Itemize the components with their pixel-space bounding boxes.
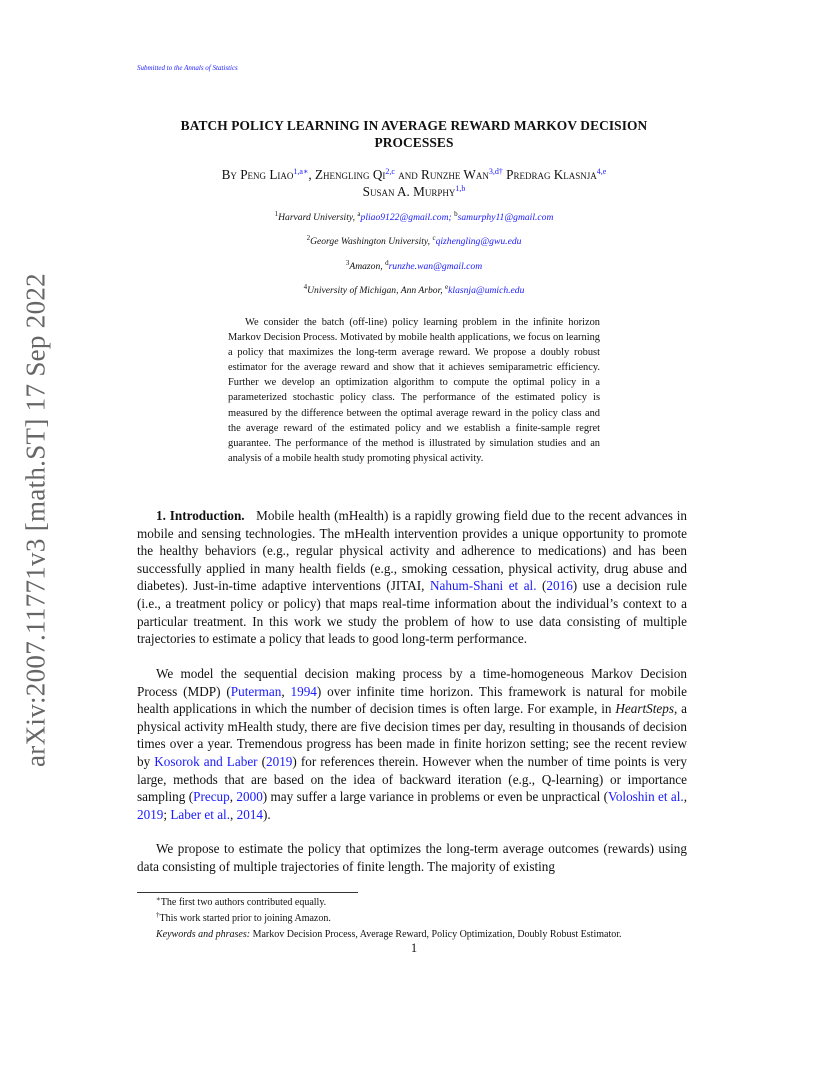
author-name: Predrag Klasnja (506, 167, 597, 182)
citation-link[interactable]: Precup (193, 789, 230, 805)
keywords-text: Markov Decision Process, Average Reward, Policy Optimization, Doubly Robust Estimator. (250, 929, 622, 940)
intro-paragraph-1: 1. Introduction. Mobile health (mHealth) is a rapidly growing field due to the recent advances in mobile and sensing technologies. The mHealth intervention provides a unique opportunity to promote the healthy behaviors (e.g., regular physical activity and adherence to medications) and has been successfully applied in many health fields (e.g., smoking cessation, physical activity, drug abuse and diabetes). Just-in-time adaptive interventions (JITAI, Nahum-Shani et al. (2016) use a decision rule (i.e., a treatment policy or policy) that maps real-time information about the individual’s context to a particular treatment. In this work we study the problem of how to use data consisting of multiple trajectories to estimate a policy that leads to good long-term performance. (137, 508, 687, 647)
email-sup: b (454, 210, 458, 218)
text-run: ) over infinite time horizon. This framework is natural for mobile health applications in which the number of decision times is often large. For example, in (137, 683, 687, 717)
affil-num: 4 (303, 283, 308, 291)
author-sup[interactable]: 1,b (455, 184, 466, 193)
affil-num: 1 (274, 210, 279, 218)
citation-year-link[interactable]: 2016 (546, 578, 573, 594)
footnote-text: This work started prior to joining Amazon. (159, 913, 331, 924)
title-line-2: PROCESSES (374, 135, 454, 150)
footnote-2 (137, 912, 687, 926)
author-line-1 (137, 166, 691, 183)
footnote-1 (137, 896, 687, 910)
study-name: HeartSteps (615, 701, 674, 717)
arxiv-stamp-text: arXiv:2007.11771v3 [math.ST] 17 Sep 2022 (20, 273, 51, 767)
email-sep: ; (448, 212, 455, 223)
citation-link[interactable]: Voloshin et al. (608, 789, 684, 805)
author-name: Susan A. Murphy (362, 184, 456, 199)
affiliation-4 (137, 285, 691, 296)
citation-year-link[interactable]: 2000 (236, 789, 263, 805)
email-sup: d (385, 259, 389, 267)
citation-link[interactable]: Kosorok and Laber (154, 753, 258, 769)
text-run: Mobile health (mHealth) is a rapidly growing field due to the recent advances in mobile and sensing technologies. The mHealth intervention provides a unique opportunity to promote the healthy behaviors (e.g., regular physical activity and adherence to medications) and has been successfully applied in many health fields (e.g., smoking cessation, physical activity, drug abuse and diabetes). Just-in-time adaptive interventions (JITAI, (137, 508, 687, 594)
citation-link[interactable]: Laber et al. (170, 806, 231, 822)
text-run: We model the sequential decision making process by a time-homogeneous Markov Decision Process (MDP) ( (137, 666, 687, 699)
author-sup[interactable]: 3,d† (488, 167, 503, 176)
email-link[interactable]: runzhe.wan@gmail.com (388, 261, 483, 272)
author-name: Runzhe Wan (421, 167, 489, 182)
affil-text: Amazon, (349, 261, 386, 272)
author-line-2 (137, 183, 691, 200)
citation-year-link[interactable]: 2019 (137, 806, 164, 822)
text-run: ) use a decision rule (i.e., a treatment policy or policy) that maps real-time information about the individual’s context to a particular treatment. In this work we study the problem of how to use data consisting of multiple trajectories to estimate a policy that leads to good long-term performance. (137, 578, 687, 647)
email-link[interactable]: pliao9122@gmail.com (360, 212, 449, 223)
page-number: 1 (410, 941, 418, 955)
footnote-divider (137, 892, 358, 893)
email-link[interactable]: samurphy11@gmail.com (457, 212, 554, 223)
text-run: ). (263, 806, 271, 822)
footnote-mark: † (156, 911, 160, 919)
keywords-label: Keywords and phrases: (156, 929, 251, 940)
email-sup: e (445, 283, 449, 291)
intro-paragraph-3: We propose to estimate the policy that optimizes the long-term average outcomes (rewards) using data consisting of multiple trajectories of finite length. The majority of existing (137, 841, 687, 874)
author-sup[interactable]: 1,a∗ (293, 167, 309, 176)
author-sup[interactable]: 4,e (596, 167, 607, 176)
email-sup: c (432, 234, 436, 242)
affiliation-3 (137, 261, 691, 272)
affil-text: George Washington University, (310, 236, 433, 247)
citation-link[interactable]: Puterman (230, 683, 282, 699)
citation-link[interactable]: Nahum-Shani et al. (429, 578, 537, 594)
footnote-text: The first two authors contributed equally. (160, 897, 327, 908)
author-list (137, 166, 691, 200)
email-sup: a (357, 210, 361, 218)
affiliation-1 (137, 212, 691, 223)
citation-year-link[interactable]: 2014 (236, 806, 263, 822)
text-run: ) may suffer a large variance in problems or even be unpractical ( (262, 789, 608, 805)
section-heading: 1. Introduction. (156, 508, 245, 523)
author-name: Zhengling Qi (315, 167, 386, 182)
footnote-mark: ∗ (156, 895, 161, 903)
text-run: ) for references therein. However when the number of time points is very large, methods that are based on the idea of backward iteration (e.g., Q-learning) or importance sampling ( (137, 753, 688, 805)
affil-text: Harvard University, (278, 212, 358, 223)
email-link[interactable]: qizhengling@gwu.edu (435, 236, 522, 247)
citation-year-link[interactable]: 1994 (290, 683, 317, 699)
citation-year-link[interactable]: 2019 (266, 753, 293, 769)
title-line-1: BATCH POLICY LEARNING IN AVERAGE REWARD MARKOV DECISION (180, 118, 648, 133)
affil-text: University of Michigan, Ann Arbor, (307, 285, 446, 296)
journal-header-note: Submitted to the Annals of Statistics (137, 64, 238, 72)
abstract: We consider the batch (off-line) policy learning problem in the infinite horizon Markov Decision Process. Motivated by mobile health applications, we focus on learning a policy that maximizes the long-term average reward. We propose a doubly robust estimator for the average reward and show that it achieves semiparametric efficiency. Further we develop an optimization algorithm to compute the optimal policy in a parameterized stochastic policy class. The performance of the estimated policy is measured by the difference between the optimal average reward in the policy class and the average reward of the estimated policy and we establish a finite-sample regret guarantee. The performance of the method is illustrated by simulation studies and an analysis of a mobile health study promoting physical activity. (228, 317, 600, 464)
author-and: and (394, 167, 422, 182)
affil-num: 3 (345, 259, 350, 267)
author-sup[interactable]: 2,c (385, 167, 395, 176)
by-label: By (221, 167, 241, 182)
text-run: , a physical activity mHealth study, there are five decision times per day, resulting in thousands of decision times over a year. Tremendous progress has been made in finite horizon setting; see the recent review by (137, 701, 687, 769)
email-link[interactable]: klasnja@umich.edu (448, 285, 525, 296)
affiliation-2 (137, 236, 691, 247)
paper-title (137, 117, 691, 151)
keywords-footnote (137, 928, 687, 942)
author-name: Peng Liao (240, 167, 294, 182)
author-sep: , (308, 167, 315, 182)
intro-paragraph-2: We model the sequential decision making process by a time-homogeneous Markov Decision Process (MDP) (Puterman, 1994) over infinite time horizon. This framework is natural for mobile health applications in which the number of decision times is often large. For example, in HeartSteps, a physical activity mHealth study, there are five decision times per day, resulting in thousands of decision times over a year. Tremendous progress has been made in finite horizon setting; see the recent review by Kosorok and Laber (2019) for references therein. However when the number of time points is very large, methods that are based on the idea of backward iteration (e.g., Q-learning) or importance sampling (Precup, 2000) may suffer a large variance in problems or even be unpractical (Voloshin et al., 2019; Laber et al., 2014). (137, 666, 688, 822)
affil-num: 2 (306, 234, 311, 242)
